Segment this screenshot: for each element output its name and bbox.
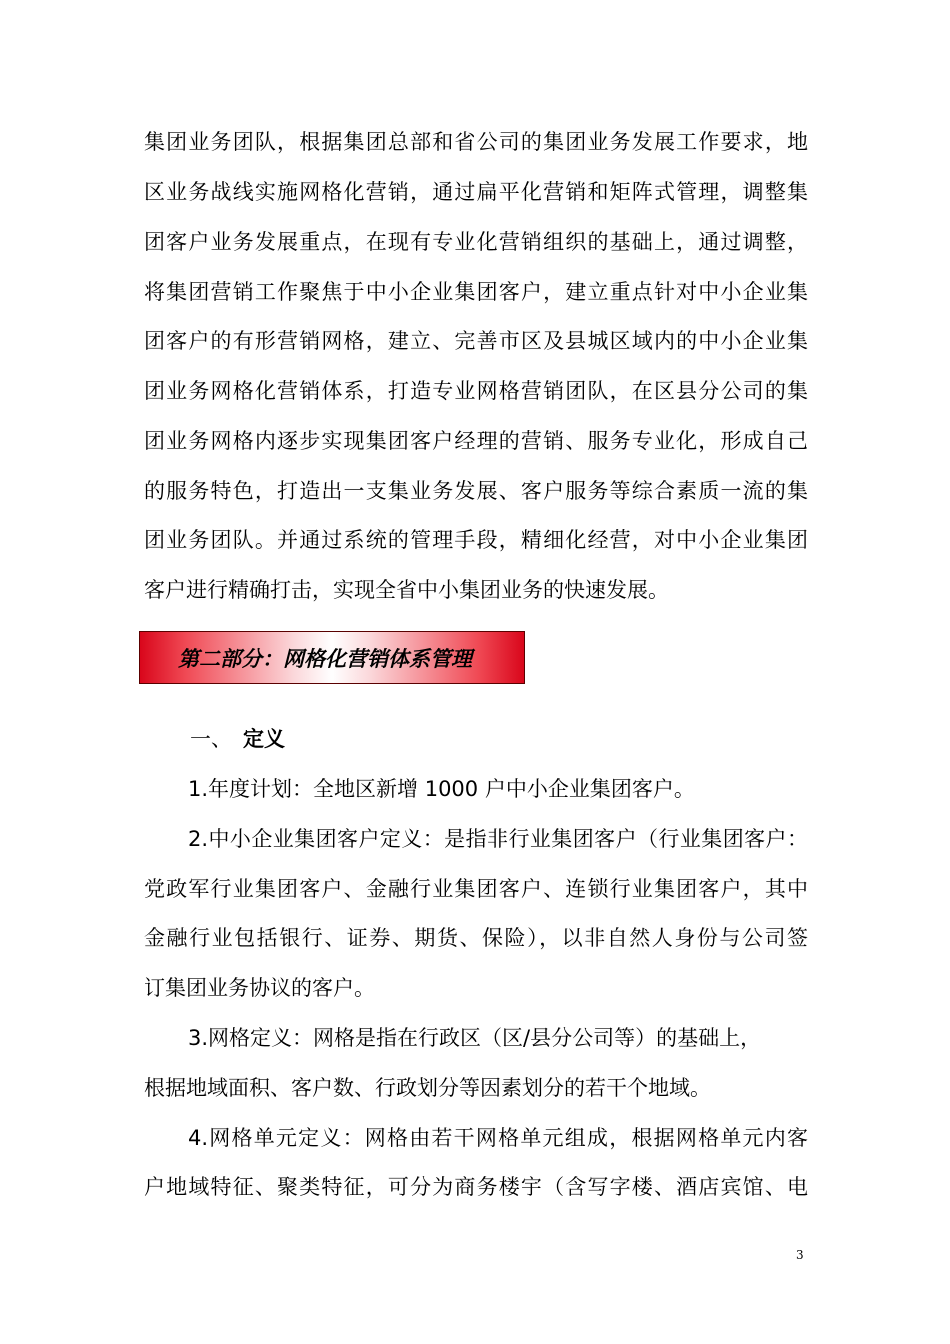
text-line: 3.网格定义：网格是指在行政区（区/县分公司等）的基础上， xyxy=(188,1026,762,1050)
text-line: 金融行业包括银行、证券、期货、保险），以非自然人身份与公司签 xyxy=(144,926,808,950)
text-line: 1.年度计划：全地区新增 1000 户中小企业集团客户。 xyxy=(188,777,695,801)
text-line: 4.网格单元定义：网格由若干网格单元组成，根据网格单元内客 xyxy=(188,1126,808,1150)
text-line: 团客户业务发展重点，在现有专业化营销组织的基础上，通过调整， xyxy=(144,230,808,254)
page-number: 3 xyxy=(796,1248,804,1262)
text-line: 团业务团队。并通过系统的管理手段，精细化经营，对中小企业集团 xyxy=(144,528,808,552)
text-line: 集团业务团队，根据集团总部和省公司的集团业务发展工作要求，地 xyxy=(144,130,808,154)
text-line: 订集团业务协议的客户。 xyxy=(144,976,375,1000)
text-line: 团客户的有形营销网格，建立、完善市区及县城区域内的中小企业集 xyxy=(144,329,808,353)
text-line: 团业务网格化营销体系，打造专业网格营销团队，在区县分公司的集 xyxy=(144,379,808,403)
text-line: 党政军行业集团客户、金融行业集团客户、连锁行业集团客户，其中 xyxy=(144,877,808,901)
text-line: 户地域特征、聚类特征，可分为商务楼宇（含写字楼、酒店宾馆、电 xyxy=(144,1175,808,1199)
text-line: 2.中小企业集团客户定义：是指非行业集团客户（行业集团客户： xyxy=(188,827,808,851)
text-line: 客户进行精确打击，实现全省中小集团业务的快速发展。 xyxy=(144,578,669,602)
text-line: 将集团营销工作聚焦于中小企业集团客户，建立重点针对中小企业集 xyxy=(144,280,808,304)
heading-title: 定义 xyxy=(243,727,285,751)
text-line: 团业务网格内逐步实现集团客户经理的营销、服务专业化，形成自己 xyxy=(144,429,808,453)
text-line: 的服务特色，打造出一支集业务发展、客户服务等综合素质一流的集 xyxy=(144,479,808,503)
text-line: 区业务战线实施网格化营销，通过扁平化营销和矩阵式管理，调整集 xyxy=(144,180,808,204)
text-line: 根据地域面积、客户数、行政划分等因素划分的若干个地域。 xyxy=(144,1076,711,1100)
heading-number: 一、 xyxy=(190,727,232,751)
section-title: 第二部分：网格化营销体系管理 xyxy=(178,647,472,671)
